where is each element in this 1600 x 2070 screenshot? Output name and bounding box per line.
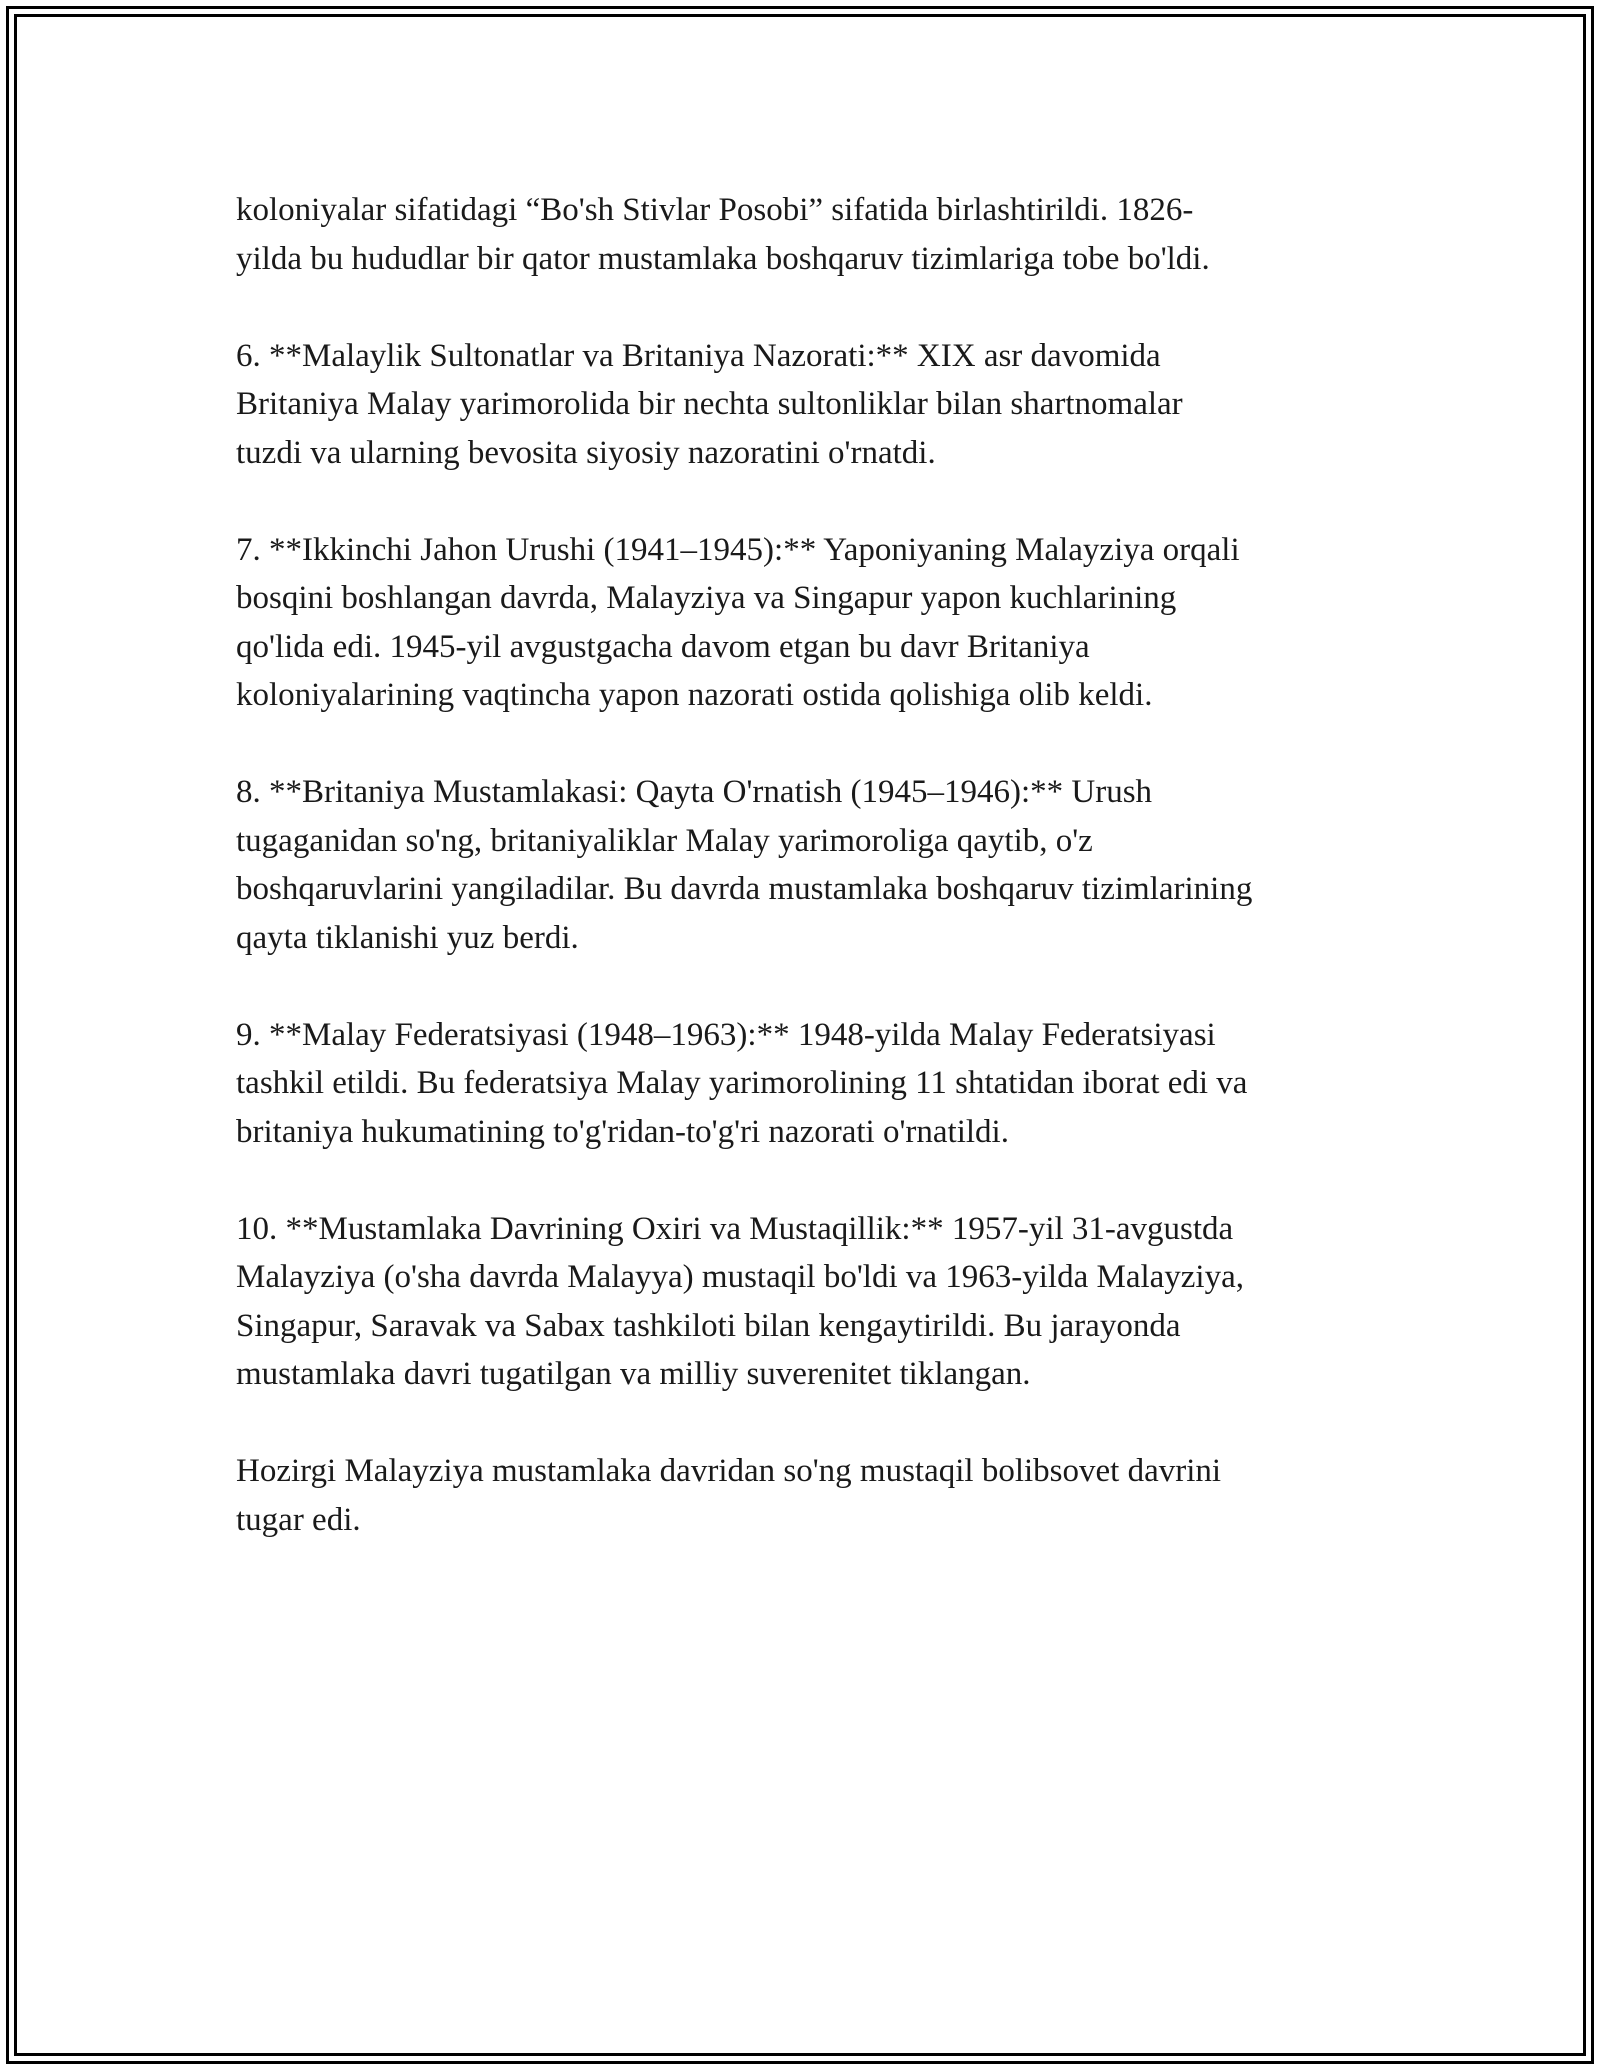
paragraph-item-6 xyxy=(236,332,1376,478)
text-line: 9. **Malay Federatsiyasi (1948–1963):** 1948-yilda Malay Federatsiyasi xyxy=(236,1016,1216,1053)
text-line: yilda bu hududlar bir qator mustamlaka boshqaruv tizimlariga tobe bo'ldi. xyxy=(236,240,1210,277)
text-line: Britaniya Malay yarimorolida bir nechta sultonliklar bilan shartnomalar xyxy=(236,386,1183,422)
text-line: Singapur, Saravak va Sabax tashkiloti bilan kengaytirildi. Bu jarayonda xyxy=(236,1307,1181,1344)
text-line: bosqini boshlangan davrda, Malayziya va Singapur yapon kuchlarining xyxy=(236,580,1177,616)
text-line: tugar edi. xyxy=(236,1501,361,1538)
text-line: 6. **Malaylik Sultonatlar va Britaniya Nazorati:** XIX asr davomida xyxy=(236,337,1161,374)
text-line: koloniyalar sifatidagi “Bo'sh Stivlar Posobi” sifatida birlashtirildi. 1826- xyxy=(236,192,1194,228)
text-line: 10. **Mustamlaka Davrining Oxiri va Mustaqillik:** 1957-yil 31-avgustda xyxy=(236,1210,1234,1247)
paragraph-item-9 xyxy=(236,1011,1376,1157)
paragraph-continuation xyxy=(236,186,1376,283)
text-line: tuzdi va ularning bevosita siyosiy nazoratini o'rnatdi. xyxy=(236,434,936,471)
text-line: koloniyalarining vaqtincha yapon nazorati ostida qolishiga olib keldi. xyxy=(236,677,1153,713)
text-line: Hozirgi Malayziya mustamlaka davridan so'ng mustaqil bolibsovet davrini xyxy=(236,1453,1222,1489)
text-line: tashkil etildi. Bu federatsiya Malay yarimorolining 11 shtatidan iborat edi va xyxy=(236,1065,1248,1101)
text-line: 8. **Britaniya Mustamlakasi: Qayta O'rnatish (1945–1946):** Urush xyxy=(236,774,1153,810)
paragraph-conclusion xyxy=(236,1447,1376,1544)
text-line: 7. **Ikkinchi Jahon Urushi (1941–1945):** Yaponiyaning Malayziya orqali xyxy=(236,531,1240,568)
text-line: qo'lida edi. 1945-yil avgustgacha davom etgan bu davr Britaniya xyxy=(236,628,1090,665)
paragraph-item-8 xyxy=(236,768,1376,962)
text-line: boshqaruvlarini yangiladilar. Bu davrda mustamlaka boshqaruv tizimlarining xyxy=(236,871,1253,907)
paragraph-item-7 xyxy=(236,526,1376,720)
text-line: mustamlaka davri tugatilgan va milliy suverenitet tiklangan. xyxy=(236,1356,1031,1392)
text-line: tugaganidan so'ng, britaniyaliklar Malay yarimoroliga qaytib, o'z xyxy=(236,822,1093,859)
document-body xyxy=(236,186,1376,1593)
paragraph-item-10 xyxy=(236,1205,1376,1399)
text-line: britaniya hukumatining to'g'ridan-to'g'ri nazorati o'rnatildi. xyxy=(236,1113,1009,1150)
text-line: qayta tiklanishi yuz berdi. xyxy=(236,919,579,956)
text-line: Malayziya (o'sha davrda Malayya) mustaqil bo'ldi va 1963-yilda Malayziya, xyxy=(236,1259,1244,1295)
